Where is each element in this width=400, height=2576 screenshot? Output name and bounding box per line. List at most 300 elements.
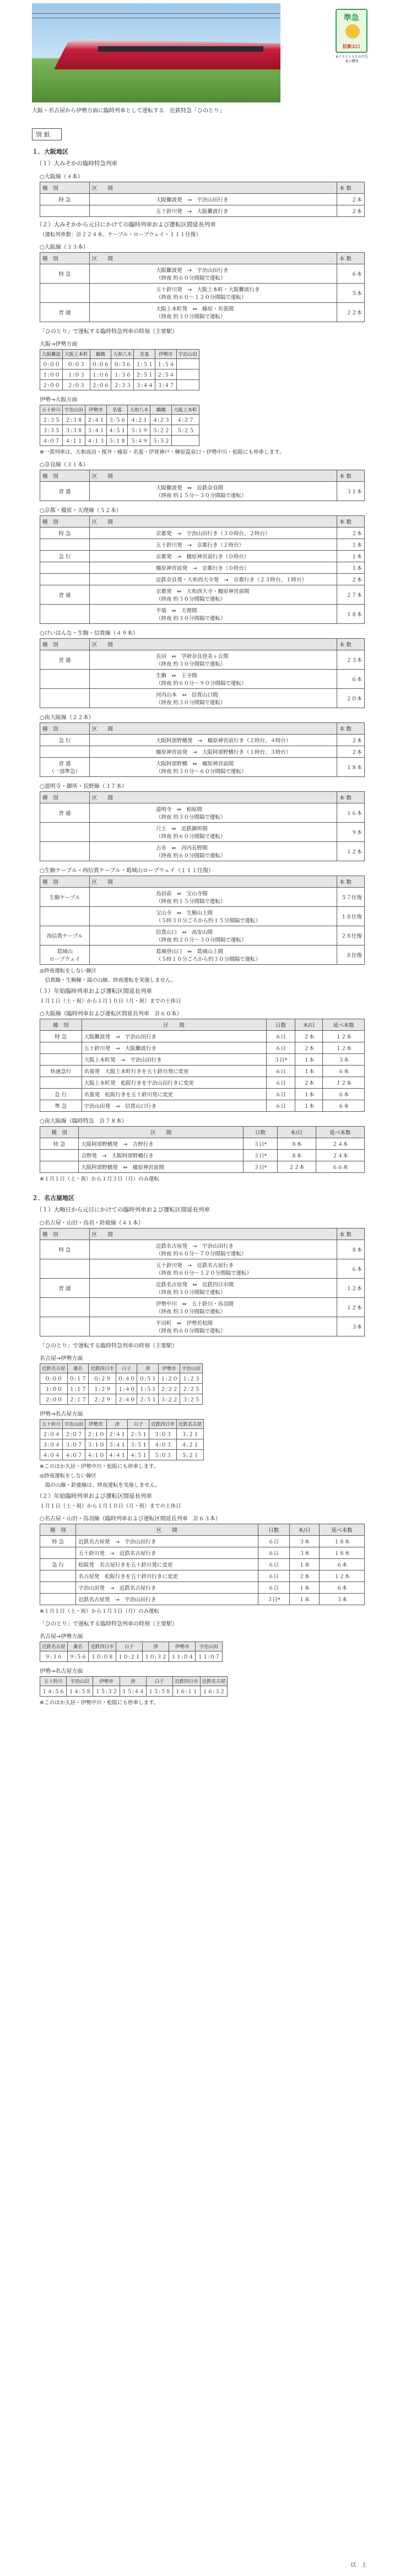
timetable-note: ※一部列車は、大和高田・桜井・榛原・名張・伊賀神戸・榊原温泉口・伊勢中川・松阪にも停車します。 (40, 449, 285, 455)
time-cell: ３:４７ (155, 380, 176, 390)
time-cell: ４:１１ (63, 436, 85, 446)
timetable-note: ※このほか久居・伊勢中川・松阪にも停車します。 (40, 1700, 159, 1706)
time-cell: ３:２５ (180, 1394, 202, 1405)
column-header: 種 別 (40, 253, 90, 264)
table-cell: 鳥居前 ⇔ 宝山寺間 （終夜 約１５分間隔で運転） (90, 888, 337, 907)
table-cell (40, 205, 90, 217)
column-header: 本 数 (337, 182, 365, 194)
table-cell (40, 1317, 90, 1336)
time-cell: ２:００ (40, 1394, 68, 1405)
route-table (40, 515, 365, 624)
time-cell: ２:５１ (134, 369, 155, 380)
table-cell: 名張発 松阪行きを五十鈴川発に変更 (82, 1089, 266, 1100)
time-cell: １５:４４ (120, 1686, 146, 1697)
table-cell: 宝山寺 ⇔ 生駒山上間 （５時３０分ごろから約１５分間隔で運転） (90, 907, 337, 926)
station-header: 伊勢市 (159, 1364, 180, 1373)
table-title: ○大阪線（４本） (40, 174, 83, 180)
timetable-title: 名古屋→伊勢方面 (40, 1356, 83, 1362)
time-cell: ２:５４ (155, 369, 176, 380)
column-header: 種 別 (40, 516, 90, 528)
time-cell: ２:４０ (116, 1394, 137, 1405)
time-cell: ５:４９ (128, 436, 150, 446)
table-cell: １本 (295, 1066, 323, 1077)
time-cell: １:３６ (111, 369, 134, 380)
table-cell: ２４本 (316, 1150, 364, 1161)
time-cell: ２:０３ (63, 380, 90, 390)
column-header: 区 間 (90, 182, 337, 194)
station-header: 五十鈴川 (40, 405, 63, 415)
table-row (40, 369, 199, 380)
table-cell: 大阪難波発 → 宇治山田行き (82, 1031, 266, 1042)
table-cell: ３本 (289, 1547, 319, 1559)
time-cell: ３:２１ (176, 1429, 204, 1439)
table-title: ○名古屋・山田・鳥羽・鈴鹿線（４１本） (40, 1220, 144, 1226)
table-cell: ２本 (337, 205, 365, 217)
table-row (40, 945, 365, 965)
table-cell: 大阪阿部野橋 ⇔ 橿原神宮前間 （終夜 約３０分～６０分間隔で運転） (90, 758, 337, 777)
table-cell: １本 (295, 1089, 323, 1100)
time-cell: ４:２１ (176, 1439, 204, 1450)
table-cell: 特 急 (40, 1240, 90, 1259)
header-row (40, 792, 365, 803)
table-cell: 京都発 → 橿原神宮前行き（０時台） (90, 551, 337, 562)
time-cell: ２:０４ (40, 1429, 63, 1439)
table-cell: １２本 (323, 1031, 365, 1042)
time-cell: １:２３ (180, 1373, 202, 1384)
table-cell: ２本 (337, 194, 365, 205)
time-cell: １:０６ (90, 369, 111, 380)
table-row (40, 1317, 365, 1336)
table-cell: １８本 (337, 758, 365, 777)
station-header: 近鉄名古屋 (40, 1364, 68, 1373)
table-title: ○大阪線（臨時列車および運転区間延長列車 計６０本） (40, 1011, 182, 1017)
table-cell: １２本 (337, 1298, 365, 1317)
time-cell: １:５１ (137, 1384, 159, 1394)
table-cell: 近鉄奈良発・大和西大寺発 → 京都行き（２３時台、１時台） (90, 574, 337, 585)
table-row (40, 1077, 365, 1089)
table-cell (40, 284, 90, 303)
subsection-sub: （運転列車数：計２２４本、ケーブル・ロープウェイ・１１１往復） (40, 232, 201, 238)
table-title: ○けいはんな・生駒・信貴線（４９本） (40, 631, 138, 637)
table-title: ○生駒ケーブル・西信貴ケーブル・葛城山ロープウェイ（１１１往復） (40, 868, 214, 874)
time-cell: ０:００ (40, 1373, 68, 1384)
station-header: 五十鈴川 (40, 1677, 67, 1686)
table-cell: 生駒ケーブル (40, 888, 90, 907)
time-cell: ２:１０ (85, 1429, 107, 1439)
subsection-heading: （３）年始臨時列車および運転区間延長列車 (36, 988, 152, 994)
station-header: 鶴橋 (150, 405, 172, 415)
station-header: 宇治山田 (63, 1420, 85, 1429)
header-row (40, 1524, 365, 1536)
subsection-heading: （１）大晦日から元日にかけての臨時列車および運転区間延長列車 (36, 1207, 210, 1213)
header-row (40, 1420, 204, 1429)
table-cell (40, 1161, 79, 1173)
timetable (40, 405, 199, 446)
table-cell: ５７往復 (337, 888, 365, 907)
time-cell: １６:１１ (173, 1686, 201, 1697)
time-cell: ２:５１ (137, 1394, 159, 1405)
station-header: 津 (120, 1677, 146, 1686)
station-header: 伊勢市 (93, 1677, 120, 1686)
spacer (32, 1182, 368, 1187)
time-cell: １:４０ (116, 1384, 137, 1394)
table-cell: 五十鈴川発 → 大阪難波行き (90, 205, 337, 217)
table-row (40, 1429, 204, 1439)
subsection-sub: １月１日（土・祝）から１月１０日（月・祝）までの土休日 (40, 998, 181, 1004)
timetable-title: 大阪→伊勢方面 (40, 341, 78, 347)
station-header: 大阪難波 (40, 350, 63, 359)
column-header: 日数 (266, 1019, 295, 1031)
table-cell: １本 (337, 539, 365, 551)
extension-table (40, 1524, 365, 1605)
table-cell: １６本 (337, 803, 365, 823)
table-cell: ２２本 (337, 303, 365, 322)
time-cell: ０:４０ (116, 1373, 137, 1384)
table-cell: ６６本 (316, 1161, 364, 1173)
column-header: 本/日 (277, 1127, 316, 1138)
header-row (40, 1364, 203, 1373)
time-cell: ２:０６ (90, 380, 111, 390)
time-cell: １:０３ (63, 369, 90, 380)
table-row (40, 689, 365, 708)
column-header: 種 別 (40, 792, 90, 803)
route-table (40, 182, 365, 217)
table-cell (40, 670, 90, 689)
time-cell: ２:３５ (40, 415, 63, 425)
table-row (40, 605, 365, 624)
table-cell (40, 574, 90, 585)
table-cell: ８本 (337, 1240, 365, 1259)
time-cell: １１:０７ (196, 1651, 222, 1662)
table-cell: 五十鈴川発 → 大阪難波行き (82, 1042, 266, 1054)
table-row (40, 359, 199, 369)
table-cell: ８本 (277, 1150, 316, 1161)
station-header: 大和八木 (128, 405, 150, 415)
table-cell: 快速急行 (40, 1066, 82, 1077)
table-cell: 特 急 (40, 194, 90, 205)
column-header: 本 数 (337, 253, 365, 264)
station-header: 伊勢市 (85, 1420, 107, 1429)
table-cell: ８本 (277, 1138, 316, 1150)
table-title: ○道明寺・御所・長野線（３７本） (40, 784, 127, 790)
column-header: 日数 (258, 1524, 289, 1536)
destination-sign-icon: 準急 信貴山口 (336, 9, 367, 53)
time-cell: ０:２９ (89, 1373, 116, 1384)
table-cell: 古市 ⇔ 河内長野間 （終夜 約６０分間隔で運転） (90, 842, 337, 861)
station-header: 大和八木 (111, 350, 134, 359)
time-cell: ２:３３ (111, 380, 134, 390)
table-cell: ８往復 (337, 945, 365, 965)
route-table (40, 791, 365, 861)
table-cell: ６本 (323, 1089, 365, 1100)
table-cell: 近鉄名古屋発 → 宇治山田行き (76, 1536, 258, 1547)
time-cell: ３:０７ (63, 1439, 85, 1450)
time-cell: ３:１０ (85, 1439, 107, 1450)
station-header: 津 (137, 1364, 159, 1373)
table-cell (40, 823, 90, 842)
table-cell: 名張発 大阪上本町行きを五十鈴川発に変更 (82, 1066, 266, 1077)
station-header: 津 (142, 1642, 169, 1651)
header (32, 3, 368, 102)
time-cell: ４:１０ (85, 1450, 107, 1460)
time-cell: ３:０４ (40, 1439, 63, 1450)
time-cell: ４:４１ (106, 1450, 128, 1460)
column-header: 種 別 (40, 723, 90, 735)
table-row (40, 264, 365, 284)
table-cell: １２本 (337, 1279, 365, 1298)
region-heading: ２．名古屋地区 (32, 1194, 74, 1202)
column-header: 区 間 (90, 1229, 337, 1240)
time-cell: ５:０３ (149, 1450, 177, 1460)
table-cell (40, 1042, 82, 1054)
time-cell: ４:１３ (85, 436, 107, 446)
content (32, 147, 368, 1706)
table-cell: 宇治山田発 → 近鉄名古屋行き (76, 1582, 258, 1594)
station-header: 白子 (146, 1677, 172, 1686)
time-cell: ４:５１ (128, 1450, 149, 1460)
table-cell: ２本 (295, 1042, 323, 1054)
table-cell: 普 通 (40, 650, 90, 670)
station-header: 大阪上本町 (63, 350, 90, 359)
column-header: 本 数 (337, 639, 365, 650)
table-cell: 大阪阿部野橋発 → 吉野行き (79, 1138, 244, 1150)
table-row (40, 888, 365, 907)
time-cell: １０:２１ (116, 1651, 142, 1662)
table-cell: １本 (289, 1582, 319, 1594)
table-row (40, 562, 365, 574)
table-cell: ６日 (258, 1570, 289, 1582)
table-cell (40, 1582, 76, 1594)
station-header: 名張 (106, 405, 128, 415)
table-title: ○南大阪線（２２本） (40, 715, 94, 721)
table-cell: 特 急 (40, 528, 90, 539)
table-cell: ２３本 (337, 650, 365, 670)
table-cell: ３日* (258, 1594, 289, 1605)
time-cell: １:２９ (89, 1384, 116, 1394)
table-row (40, 926, 365, 945)
table-cell (40, 1054, 82, 1066)
column-header: 区 間 (90, 516, 337, 528)
table-row (40, 194, 365, 205)
timetable (40, 1419, 204, 1460)
table-cell: ３本 (320, 1594, 365, 1605)
table-cell: 河内山本 ⇔ 信貴山口間 （終夜 約３０分間隔で運転） (90, 689, 337, 708)
table-row (40, 803, 365, 823)
header-row (40, 470, 365, 482)
table-row (40, 1298, 365, 1317)
column-header: 日数 (244, 1127, 277, 1138)
time-cell: １:１７ (67, 1384, 89, 1394)
timetable-note: ※このほか久居・伊勢中川・松阪にも停車します。 (40, 1464, 159, 1470)
header-row (40, 639, 365, 650)
table-cell: 葛城登山口 ⇔ 葛城山上間 （５時１０分ごろから約３０分間隔で運転） (90, 945, 337, 965)
table-cell: ３日* (244, 1150, 277, 1161)
station-header: 五十鈴川 (40, 1420, 63, 1429)
table-cell: ２２本 (277, 1161, 316, 1173)
note-line: 湯の山線・鈴鹿線は、終夜運転を実施しません。 (40, 1482, 161, 1488)
station-header: 近鉄名古屋 (200, 1677, 228, 1686)
time-cell: ２:５１ (128, 1429, 149, 1439)
table-cell: ６日 (266, 1031, 295, 1042)
station-header: 白子 (116, 1364, 137, 1373)
table-cell: 尺土 ⇔ 近鉄御所間 （終夜 約６０分間隔で運転） (90, 823, 337, 842)
table-cell: １２本 (337, 842, 365, 861)
header-row (40, 516, 365, 528)
station-header: 伊勢市 (85, 405, 107, 415)
time-cell: ５:５２ (150, 436, 172, 446)
timetable-title: 伊勢→名古屋方面 (40, 1411, 83, 1417)
table-cell: １本 (289, 1559, 319, 1570)
table-cell: ６本 (323, 1066, 365, 1077)
table-cell: 特 急 (40, 1138, 79, 1150)
column-header: 本 数 (337, 792, 365, 803)
table-cell: １８本 (320, 1536, 365, 1547)
column-header: 本/日 (289, 1524, 319, 1536)
table-cell: 京都発 ⇔ 大和西大寺・橿原神宮前間 （終夜 約３０分間隔で運転） (90, 585, 337, 605)
table-cell: 生駒 ⇔ 王寺間 （終夜 約６０分～９０分間隔で運転） (90, 670, 337, 689)
time-cell: ５:２５ (172, 425, 199, 436)
table-cell: 五十鈴川発 → 近鉄名古屋行き （終夜 約６０分～１２０分間隔で運転） (90, 1259, 337, 1279)
table-cell: 橿原神宮前発 → 大阪阿部野橋行き（１時台、３時台） (90, 746, 337, 758)
station-header: 大阪上本町 (172, 405, 199, 415)
extension-table (40, 1019, 365, 1112)
table-cell: 大阪難波発 → 宇治山田行き （終夜 約６０分間隔で運転） (90, 264, 337, 284)
time-cell: １:００ (40, 369, 63, 380)
table-row (40, 1594, 365, 1605)
time-cell: １４:５８ (67, 1686, 93, 1697)
column-header: 区 間 (90, 723, 337, 735)
station-header: 宇治山田 (63, 405, 85, 415)
table-cell: ３１本 (337, 482, 365, 501)
table-cell: 五十鈴川発 → 近鉄名古屋行き (76, 1547, 258, 1559)
time-cell (176, 380, 199, 390)
note-line: ※１月１日（土・祝）から１月３日（月）のみ運転 (40, 1608, 159, 1615)
table-row (40, 1240, 365, 1259)
table-cell: ２本 (337, 735, 365, 746)
table-cell: 急 行 (40, 735, 90, 746)
table-cell: 近鉄名古屋発 → 宇治山田行き (76, 1594, 258, 1605)
time-cell: ２:０７ (63, 1429, 85, 1439)
header-row (40, 1229, 365, 1240)
time-cell: ４:２１ (128, 415, 150, 425)
time-cell: ０:００ (40, 359, 63, 369)
table-cell: ２４本 (316, 1138, 364, 1150)
table-row (40, 670, 365, 689)
badge-caption: ※イラスト入りの行先表示種別 (335, 55, 368, 63)
station-header: 白子 (128, 1420, 149, 1429)
column-header: 区 間 (90, 876, 337, 888)
column-header: 区 間 (82, 1019, 266, 1031)
station-header: 伊勢市 (169, 1642, 196, 1651)
table-cell: ２８往復 (337, 926, 365, 945)
time-cell: ２:４１ (106, 1429, 128, 1439)
table-title: ○京都・橿原・天理線（５２本） (40, 508, 122, 514)
time-cell: １４:５６ (40, 1686, 67, 1697)
table-cell: 平田町 ⇔ 伊勢若松間 （終夜 約６０分間隔で運転） (90, 1317, 337, 1336)
table-row (40, 1031, 365, 1042)
header-row (40, 723, 365, 735)
header-row (40, 405, 199, 415)
table-cell: ２本 (295, 1077, 323, 1089)
table-row (40, 205, 365, 217)
table-cell: １８本 (337, 605, 365, 624)
time-cell: ３:４１ (106, 1439, 128, 1450)
table-cell: 準 急 (40, 1100, 82, 1112)
time-cell: ０:０６ (90, 359, 111, 369)
table-cell: ２０本 (337, 689, 365, 708)
table-cell (40, 1594, 76, 1605)
time-cell: ９:５６ (67, 1651, 89, 1662)
time-cell: ０:３６ (111, 359, 134, 369)
station-header: 近鉄四日市 (89, 1364, 116, 1373)
table-cell: ６本 (337, 1259, 365, 1279)
time-cell: ９:３６ (40, 1651, 68, 1662)
table-cell: ３日* (266, 1054, 295, 1066)
time-cell: １:５４ (155, 359, 176, 369)
section-label: 別 紙 (32, 128, 62, 140)
table-row (40, 551, 365, 562)
table-row (40, 1150, 365, 1161)
route-table (40, 638, 365, 708)
time-cell: １:００ (40, 1384, 68, 1394)
time-cell: １:５１ (134, 359, 155, 369)
table-cell: 普 通 (40, 585, 90, 605)
time-cell: １０:３２ (142, 1651, 169, 1662)
station-header: 宇治山田 (180, 1364, 202, 1373)
column-header: 延べ本数 (323, 1019, 365, 1031)
table-cell: 普 通 (40, 803, 90, 823)
table-row (40, 1042, 365, 1054)
time-cell: ３:３８ (63, 425, 85, 436)
time-cell: １１:０４ (169, 1651, 196, 1662)
table-cell: １８往復 (337, 907, 365, 926)
column-header: 本 数 (337, 470, 365, 482)
table-row (40, 1279, 365, 1298)
table-cell: ２本 (289, 1570, 319, 1582)
badge-illustration (336, 9, 368, 64)
subsection-heading: （１）大みそかの臨時特急列車 (36, 160, 117, 167)
station-header: 近鉄名古屋 (176, 1420, 204, 1429)
column-header: 種 別 (40, 470, 90, 482)
table-cell: ２本 (337, 746, 365, 758)
column-header: 種 別 (40, 1127, 79, 1138)
station-header: 近鉄四日市 (173, 1677, 201, 1686)
table-cell: １２本 (320, 1570, 365, 1582)
table-cell: １本 (289, 1594, 319, 1605)
time-cell: １５:３２ (93, 1686, 120, 1697)
table-row (40, 1384, 203, 1394)
column-header: 本 数 (337, 723, 365, 735)
time-cell: ４:５１ (106, 425, 128, 436)
time-cell: ５:２２ (150, 425, 172, 436)
route-table (40, 722, 365, 777)
table-cell: 特 急 (40, 1031, 82, 1042)
table-cell (40, 1150, 79, 1161)
column-header: 本 数 (337, 1229, 365, 1240)
time-cell: ４:０７ (63, 1450, 85, 1460)
station-header: 近鉄四日市 (149, 1420, 177, 1429)
time-cell (176, 369, 199, 380)
time-cell: ４:０３ (149, 1439, 177, 1450)
station-header: 桑名 (67, 1642, 89, 1651)
station-header: 津 (106, 1420, 128, 1429)
table-cell: １本 (337, 562, 365, 574)
table-cell: 近鉄名古屋発 → 宇治山田行き （終夜 約６０分～７０分間隔で運転） (90, 1240, 337, 1259)
table-cell: 普 通 (40, 1279, 90, 1298)
table-row (40, 380, 199, 390)
header-row (40, 1127, 365, 1138)
header-row (40, 182, 365, 194)
